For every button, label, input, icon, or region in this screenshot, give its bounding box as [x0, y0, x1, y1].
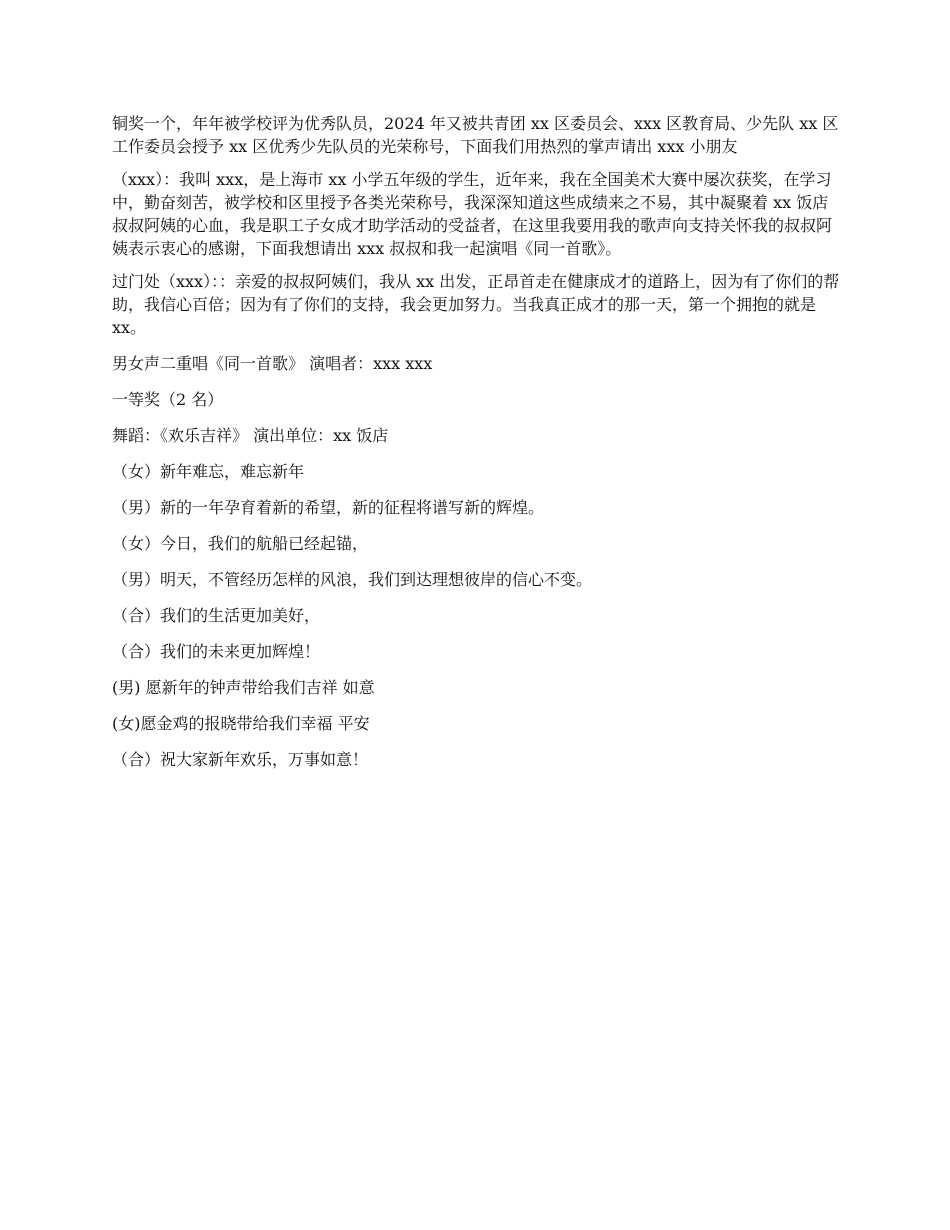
dialogue-line: （合）我们的未来更加辉煌！: [112, 642, 321, 661]
document-page: [112, 112, 842, 784]
paragraph-child-speech: （xxx）：我叫 xxx，是上海市 xx 小学五年级的学生，近年来，我在全国美术大赛中屡次获奖，在学习中，勤奋刻苦，被学校和区里授予各类光荣称号，我深深知道这些成绩来之不易，其中凝聚着 xx 饭店叔叔阿姨的心血，我是职工子女成才助学活动的受益者，在这里我要用我的歌声向支持关怀我的叔叔阿姨表示衷心的感谢，下面我想请出 xxx 叔叔和我一起演唱《同一首歌》。: [112, 170, 833, 258]
program-duet-line: 男女声二重唱《同一首歌》 演唱者：xxx xxx: [112, 354, 433, 373]
dialogue-line: （女）新年难忘，难忘新年: [112, 462, 305, 481]
dialogue-line: （男）新的一年孕育着新的希望，新的征程将谱写新的辉煌。: [112, 498, 545, 517]
dialogue-line: (女)愿金鸡的报晓带给我们幸福 平安: [112, 714, 370, 733]
dialogue-line: （女）今日，我们的航船已经起锚，: [112, 534, 369, 553]
program-dance-line: 舞蹈：《欢乐吉祥》 演出单位：xx 饭店: [112, 426, 389, 445]
paragraph-interlude-speech: 过门处（xxx）：：亲爱的叔叔阿姨们，我从 xx 出发，正昂首走在健康成才的道路上，因为有了你们的帮助，我信心百倍；因为有了你们的支持，我会更加努力。当我真正成才的那一天，第一个拥抱的就是 xx。: [112, 272, 840, 337]
dialogue-line: （男）明天，不管经历怎样的风浪，我们到达理想彼岸的信心不变。: [112, 570, 593, 589]
dialogue-line: (男) 愿新年的钟声带给我们吉祥 如意: [112, 678, 375, 697]
dialogue-line: （合）祝大家新年欢乐，万事如意！: [112, 750, 369, 769]
first-prize-line: 一等奖（2 名）: [112, 390, 224, 409]
dialogue-line: （合）我们的生活更加美好，: [112, 606, 321, 625]
paragraph-award-intro: 铜奖一个，年年被学校评为优秀队员，2024 年又被共青团 xx 区委员会、xxx 区教育局、少先队 xx 区工作委员会授予 xx 区优秀少先队员的光荣称号，下面我们用热烈的掌声请出 xxx 小朋友: [112, 114, 839, 156]
